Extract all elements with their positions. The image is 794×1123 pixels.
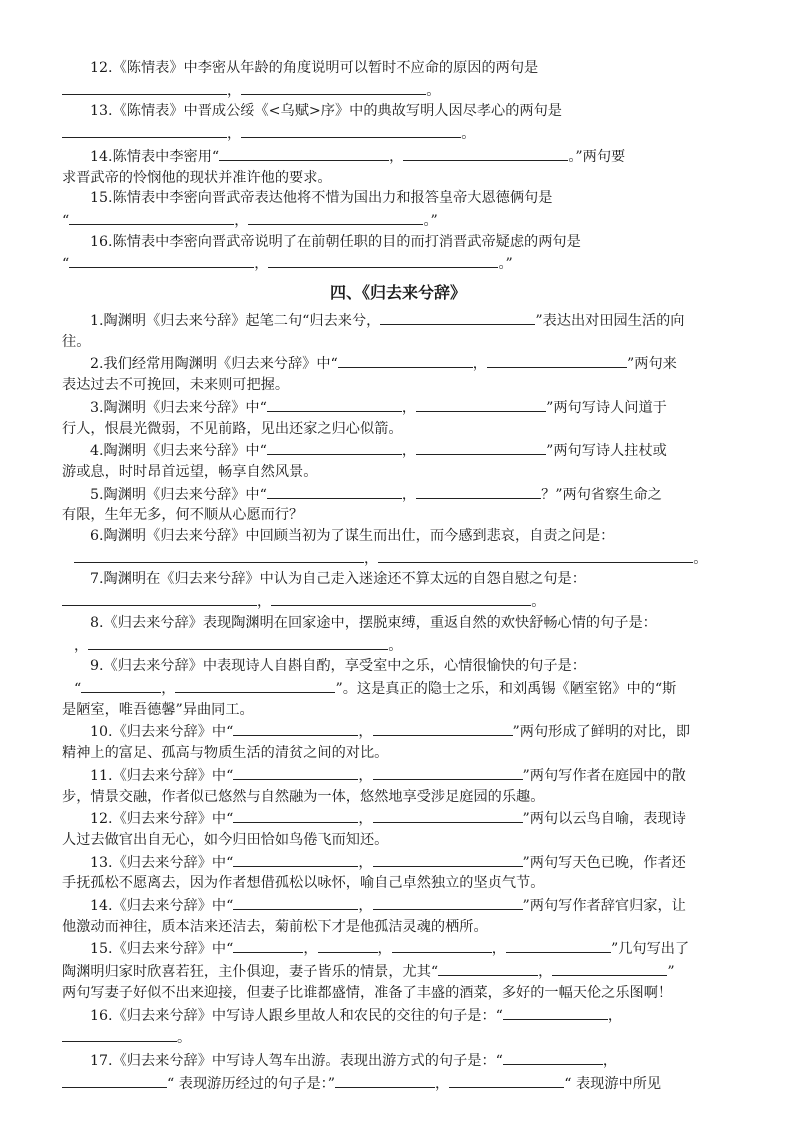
answer-blank[interactable] xyxy=(449,1072,564,1088)
question-chenqing-15: 15.陈情表中李密向晋武帝表达他将不惜为国出力和报答皇帝大恩德俩句是 xyxy=(90,190,553,207)
answer-blank[interactable] xyxy=(241,79,426,95)
answer-line-guiqu-16: 。 xyxy=(62,1026,734,1049)
question-guiqu-2-cont: 表达过去不可挽回，未来则可把握。 xyxy=(62,377,290,394)
answer-blank[interactable] xyxy=(248,209,423,225)
question-guiqu-3-cont: 行人，恨晨光微弱，不见前路，见出还家之归心似箭。 xyxy=(62,420,403,437)
answer-blank[interactable] xyxy=(233,894,358,910)
question-guiqu-11-cont: 步，情景交融，作者似已悠然与自然融为一体，悠然地享受涉足庭园的乐趣。 xyxy=(62,788,545,805)
question-guiqu-1-cont: 往。 xyxy=(62,333,91,350)
question-guiqu-9: 9.《归去来兮辞》中表现诗人自斟自酌，享受室中之乐，心情很愉快的句子是： xyxy=(90,658,586,675)
answer-blank[interactable] xyxy=(438,960,538,976)
answer-blank[interactable] xyxy=(416,439,546,455)
answer-blank[interactable] xyxy=(380,309,535,325)
question-chenqing-12: 12.《陈情表》中李密从年龄的角度说明可以暂时不应命的原因的两句是 xyxy=(90,60,539,76)
answer-blank[interactable] xyxy=(268,252,498,268)
answer-blank[interactable] xyxy=(62,1072,167,1088)
answer-blank[interactable] xyxy=(373,807,523,823)
question-guiqu-13: 13.《归去来兮辞》中“ ， ”两句写天色已晚，作者还 xyxy=(62,851,734,874)
answer-blank[interactable] xyxy=(62,79,227,95)
answer-blank[interactable] xyxy=(175,677,335,693)
answer-blank[interactable] xyxy=(373,894,523,910)
answer-line-guiqu-6: ， 。 xyxy=(62,547,734,570)
answer-blank[interactable] xyxy=(267,396,402,412)
question-guiqu-2: 2.我们经常用陶渊明《归去来兮辞》中“ ， ”两句来 xyxy=(62,352,734,375)
question-guiqu-12-cont: 人过去做官出自无心，如今归田恰如鸟倦飞而知还。 xyxy=(62,831,389,848)
question-guiqu-4-cont: 游或息，时时昂首远望，畅享自然风景。 xyxy=(62,463,318,480)
answer-blank[interactable] xyxy=(62,122,227,138)
answer-blank[interactable] xyxy=(233,720,358,736)
answer-blank[interactable] xyxy=(506,937,611,953)
answer-line-chenqing-16: “ ， 。” xyxy=(62,252,734,275)
question-guiqu-10-cont: 精神上的富足、孤高与物质生活的清贫之间的对比。 xyxy=(62,745,389,762)
answer-blank[interactable] xyxy=(416,396,546,412)
question-guiqu-11: 11.《归去来兮辞》中“ ， ”两句写作者在庭园中的散 xyxy=(62,764,734,787)
answer-blank[interactable] xyxy=(373,720,513,736)
answer-blank[interactable] xyxy=(233,764,358,780)
answer-blank[interactable] xyxy=(69,252,254,268)
question-guiqu-14-cont: 他激动而神往，质本洁来还洁去，菊前松下才是他孤洁灵魂的栖所。 xyxy=(62,918,488,935)
question-chenqing-14: 14.陈情表中李密用“ ， 。”两句要 xyxy=(62,145,734,168)
answer-blank[interactable] xyxy=(233,851,358,867)
answer-blank[interactable] xyxy=(267,439,402,455)
question-guiqu-7: 7.陶渊明在《归去来兮辞》中认为自己走入迷途还不算太远的自怨自慰之句是： xyxy=(90,571,586,588)
answer-blank[interactable] xyxy=(69,209,234,225)
section-heading: 四、《归去来兮辞》 xyxy=(329,283,466,303)
answer-blank[interactable] xyxy=(503,1049,603,1065)
answer-line-chenqing-15: “ ， 。” xyxy=(62,209,734,232)
question-guiqu-13-cont: 手抚孤松不愿离去，因为作者想借孤松以咏怀，喻自己卓然独立的坚贞气节。 xyxy=(62,875,545,892)
answer-line-guiqu-8: ， 。 xyxy=(62,634,734,657)
question-guiqu-5-cont: 有限，生年无多，何不顺从心愿而行？ xyxy=(62,507,304,524)
answer-blank[interactable] xyxy=(378,547,693,563)
answer-blank[interactable] xyxy=(373,851,523,867)
question-guiqu-10: 10.《归去来兮辞》中“ ， ”两句形成了鲜明的对比，即 xyxy=(62,720,734,743)
answer-blank[interactable] xyxy=(416,483,541,499)
answer-blank[interactable] xyxy=(271,590,531,606)
question-guiqu-6: 6.陶渊明《归去来兮辞》中回顾当初为了谋生而出仕，而今感到悲哀，自责之问是： xyxy=(90,528,615,545)
answer-line-chenqing-12: ， 。 xyxy=(62,79,734,102)
answer-blank[interactable] xyxy=(392,937,492,953)
question-guiqu-1: 1.陶渊明《归去来兮辞》起笔二句“归去来兮， ”表达出对田园生活的向 xyxy=(62,309,734,332)
question-guiqu-15: 15.《归去来兮辞》中“ ， ， ， ”几句写出了 xyxy=(62,937,734,960)
question-guiqu-4: 4.陶渊明《归去来兮辞》中“ ， ”两句写诗人拄杖或 xyxy=(62,439,734,462)
answer-blank[interactable] xyxy=(81,677,161,693)
answer-blank[interactable] xyxy=(74,547,364,563)
question-guiqu-15-cont: 陶渊明归家时欣喜若狂，主仆俱迎，妻子皆乐的情景，尤其“ ， ” xyxy=(62,960,734,983)
answer-blank[interactable] xyxy=(373,764,523,780)
answer-blank[interactable] xyxy=(62,1026,177,1042)
answer-blank[interactable] xyxy=(552,960,667,976)
answer-blank[interactable] xyxy=(219,145,389,161)
worksheet-page xyxy=(62,58,734,1094)
question-guiqu-9-cont: 是陋室，唯吾德馨”异曲同工。 xyxy=(62,701,254,718)
question-guiqu-15-cont2: 两句写妻子好似不出来迎接，但妻子比谁都盛情，准备了丰盛的酒菜，多好的一幅天伦之乐图啊！ xyxy=(62,984,673,1001)
answer-blank[interactable] xyxy=(335,1072,435,1088)
question-guiqu-17: 17.《归去来兮辞》中写诗人驾车出游。表现出游方式的句子是：“ ， xyxy=(62,1049,734,1072)
answer-blank[interactable] xyxy=(503,1004,608,1020)
question-guiqu-16: 16.《归去来兮辞》中写诗人跟乡里故人和农民的交往的句子是：“ ， xyxy=(62,1004,734,1027)
answer-line-chenqing-13: ， 。 xyxy=(62,122,734,145)
question-guiqu-3: 3.陶渊明《归去来兮辞》中“ ， ”两句写诗人问道于 xyxy=(62,396,734,419)
answer-blank[interactable] xyxy=(318,937,378,953)
answer-blank[interactable] xyxy=(487,352,627,368)
answer-blank[interactable] xyxy=(88,634,388,650)
answer-line-guiqu-7: ， 。 xyxy=(62,590,734,613)
answer-blank[interactable] xyxy=(62,590,257,606)
question-guiqu-17-cont: “ 表现游历经过的句子是：” ， “ 表现游中所见 xyxy=(62,1072,734,1095)
question-chenqing-13: 13.《陈情表》中晋成公绥《<乌赋>序》中的典故写明人因尽孝心的两句是 xyxy=(90,103,562,120)
question-guiqu-8: 8.《归去来兮辞》表现陶渊明在回家途中，摆脱束缚，重返自然的欢快舒畅心情的句子是： xyxy=(90,614,657,631)
answer-blank[interactable] xyxy=(241,122,461,138)
question-chenqing-14-cont: 求晋武帝的怜悯他的现状并准许他的要求。 xyxy=(62,169,332,186)
question-chenqing-16: 16.陈情表中李密向晋武帝说明了在前朝任职的目的而打消晋武帝疑虑的两句是 xyxy=(90,233,581,250)
answer-blank[interactable] xyxy=(403,145,568,161)
question-guiqu-5: 5.陶渊明《归去来兮辞》中“ ， ？”两句省察生命之 xyxy=(62,483,734,506)
question-guiqu-12: 12.《归去来兮辞》中“ ， ”两句以云鸟自喻，表现诗 xyxy=(62,807,734,830)
answer-blank[interactable] xyxy=(267,483,402,499)
answer-blank[interactable] xyxy=(338,352,473,368)
answer-blank[interactable] xyxy=(233,937,303,953)
question-guiqu-14: 14.《归去来兮辞》中“ ， ”两句写作者辞官归家，让 xyxy=(62,894,734,917)
answer-blank[interactable] xyxy=(233,807,358,823)
answer-line-guiqu-9: “ ， ”。这是真正的隐士之乐，和刘禹锡《陋室铭》中的“斯 xyxy=(62,677,734,700)
